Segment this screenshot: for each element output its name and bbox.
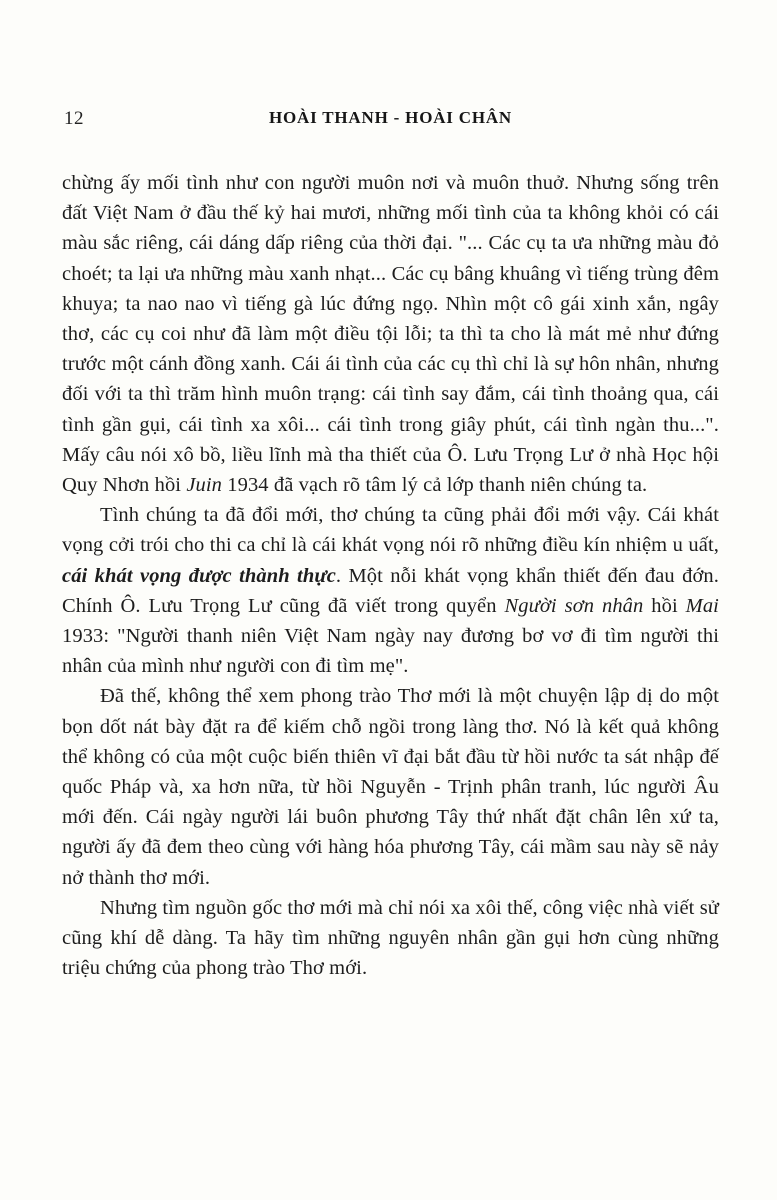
text-segment: . Một nỗi khát vọng khẩn thiết đến đau đớn. Chính Ô. Lưu Trọng Lư cũng đã viết trong quyển [62,564,719,617]
paragraph [62,168,719,500]
text-segment: Người sơn nhân [504,594,644,617]
text-segment: hồi [643,594,686,617]
text-segment: Đã thế, không thể xem phong trào Thơ mới là một chuyện lập dị do một bọn dốt nát bày đặt ra để kiếm chỗ ngồi trong làng thơ. Nó là kết quả không thể không có của một cuộc biến thiên vĩ đại bắt đầu từ hồi nước ta sát nhập đế quốc Pháp và, xa hơn nữa, từ hồi Nguyễn - Trịnh phân tranh, lúc người Âu mới đến. Cái ngày người lái buôn phương Tây thứ nhất đặt chân lên xứ ta, người ấy đã đem theo cùng với hàng hóa phương Tây, cái mầm sau này sẽ nảy nở thành thơ mới. [62,685,719,889]
text-segment: Mai [685,594,719,617]
text-segment: Tình chúng ta đã đổi mới, thơ chúng ta cũng phải đổi mới vậy. Cái khát vọng cởi trói cho thi ca chỉ là cái khát vọng nói rõ những điều kín nhiệm u uất, [62,504,719,557]
paragraph [62,681,719,892]
text-segment: Juin [186,474,223,497]
running-title: HOÀI THANH - HOÀI CHÂN [268,108,513,127]
text-segment: 1934 đã vạch rõ tâm lý cả lớp thanh niên chúng ta. [222,474,648,497]
text-segment: 1933: "Người thanh niên Việt Nam ngày nay đương bơ vơ đi tìm người thi nhân của mình như người con đi tìm mẹ". [62,625,719,678]
text-segment: Nhưng tìm nguồn gốc thơ mới mà chỉ nói xa xôi thế, công việc nhà viết sử cũng khí dễ dàng. Ta hãy tìm những nguyên nhân gần gụi hơn cùng những triệu chứng của phong trào Thơ mới. [62,896,719,980]
page-number: 12 [64,108,84,129]
page-body [62,168,719,983]
text-segment: chừng ấy mối tình như con người muôn nơi và muôn thuở. Nhưng sống trên đất Việt Nam ở đầu thế kỷ hai mươi, những mối tình của ta không khỏi có cái màu sắc riêng, cái dáng dấp riêng của thời đại. "... Các cụ ta ưa những màu đỏ choét; ta lại ưa những màu xanh nhạt... Các cụ bâng khuâng vì tiếng trùng đêm khuya; ta nao nao vì tiếng gà lúc đứng ngọ. Nhìn một cô gái xinh xắn, ngây thơ, các cụ coi như đã làm một điều tội lỗi; ta thì ta cho là mát mẻ như đứng trước một cánh đồng xanh. Cái ái tình của các cụ thì chỉ là sự hôn nhân, nhưng đối với ta thì trăm hình muôn trạng: cái tình say đắm, cái tình thoảng qua, cái tình gần gụi, cái tình xa xôi... cái tình trong giây phút, cái tình ngàn thu...". Mấy câu nói xô bồ, liều lĩnh mà tha thiết của Ô. Lưu Trọng Lư ở nhà Học hội Quy Nhơn hồi [62,172,719,497]
paragraph [62,893,719,984]
page-header [62,108,719,134]
text-segment: cái khát vọng được thành thực [62,564,336,587]
paragraph [62,500,719,681]
